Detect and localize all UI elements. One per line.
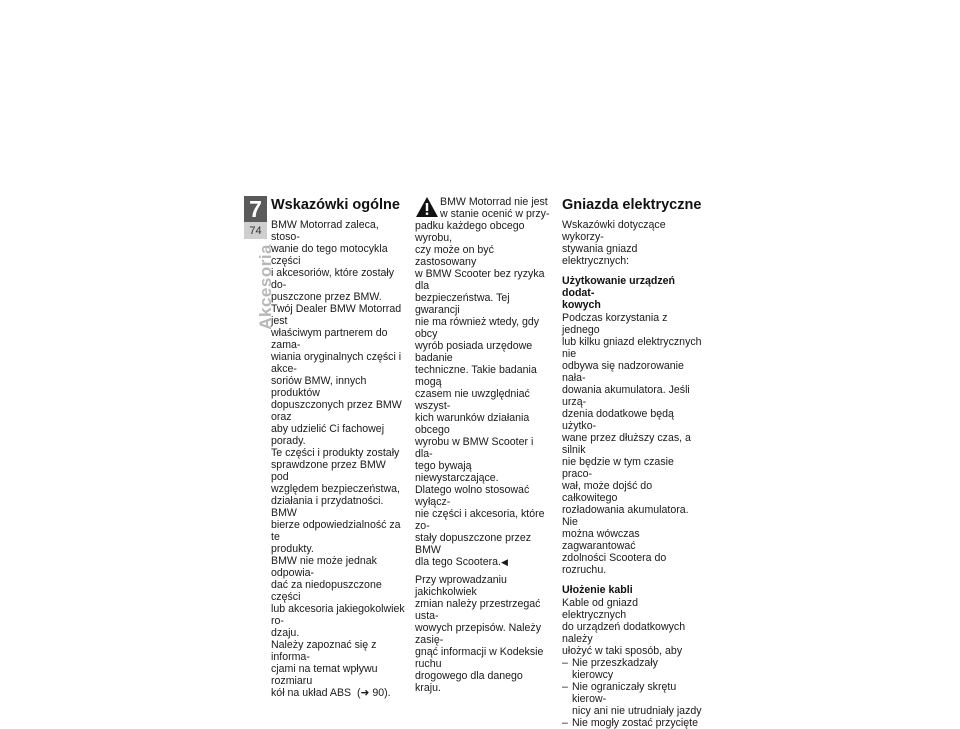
subheading-additional-devices [562,275,702,311]
text-line: puszczone przez BMW. [271,291,382,303]
text-line: Podczas korzystania z jednego [562,312,668,336]
list-item [562,657,702,681]
text-line: dać za niedopuszczone części [271,579,382,603]
text-line: kół na układ ABS [271,687,352,699]
text-line: względem bezpieczeństwa, [271,483,400,495]
text-line: wowych przepisów. Należy zasię- [415,622,541,646]
text-line: Nie przeszkadzały kierowcy [572,657,658,681]
text-line: można wówczas zagwarantować [562,528,640,552]
text-line: lub kilku gniazd elektrycznych nie [562,336,702,360]
text-line: wyrobu w BMW Scooter i dla- [415,436,534,460]
text-line: wał, może dojść do całkowitego [562,480,653,504]
text-line: Nie ograniczały skrętu kierow- [572,681,677,705]
text-line: zdolności Scootera do rozruchu. [562,552,667,576]
column-warning [415,196,550,694]
general-tips-text [271,219,406,699]
page-number: 74 [244,222,267,239]
text-line: techniczne. Takie badania mogą [415,364,537,388]
text-line: rozładowania akumulatora. Nie [562,504,689,528]
text-line: czasem nie uwzględniać wszyst- [415,388,530,412]
text-line: Nie mogły zostać przycięte [572,717,698,729]
text-line: lub akcesoria jakiegokolwiek ro- [271,603,405,627]
text-line: BMW nie może jednak odpowia- [271,555,377,579]
text-line: sprawdzone przez BMW pod [271,459,386,483]
text-line: gnąć informacji w Kodeksie ruchu [415,646,544,670]
text-line: nie ma również wtedy, gdy obcy [415,316,540,340]
additional-devices-text [562,312,702,576]
text-line: cjami na temat wpływu rozmiaru [271,663,378,687]
text-line: stywania gniazd elektrycznych: [562,243,638,267]
cable-routing-text [562,597,702,657]
text-line: Te części i produkty zostały [271,447,400,459]
warning-text [415,220,550,568]
text-line: i akcesoriów, które zostały do- [271,267,395,291]
regulations-paragraph [415,574,550,694]
text-line: BMW Motorrad zaleca, stoso- [271,219,379,243]
text-line: dzaju. [271,627,300,639]
list-item [562,681,702,717]
text-line: nicy ani nie utrudniały jazdy [572,705,702,717]
text-line: dla tego Scootera. [415,556,501,568]
text-line: ułożyć w taki sposób, aby [562,645,683,657]
cable-routing-list [562,657,702,729]
text-line: nie będzie w tym czasie praco- [562,456,674,480]
text-line: soriów BMW, innych produktów [271,375,367,399]
text-line: Dlatego wolno stosować wyłącz- [415,484,530,508]
text-line: bezpieczeństwa. Tej gwarancji [415,292,510,316]
text-line: Twój Dealer BMW Motorrad jest [271,303,402,327]
text-line: produkty. [271,543,314,555]
text-line: dopuszczonych przez BMW oraz [271,399,402,423]
text-line: właściwym partnerem do zama- [271,327,388,351]
list-item [562,717,702,729]
text-line: tego bywają niewystarczające. [415,460,499,484]
text-line: w BMW Scooter bez ryzyka dla [415,268,545,292]
heading-power-sockets: Gniazda elektryczne [562,197,702,213]
text-line: padku każdego obcego wyrobu, [415,220,525,244]
text-line: Kable od gniazd elektrycznych [562,597,638,621]
page-reference-link[interactable]: (➜ 90). [357,687,391,699]
text-line: działania i przydatności. BMW [271,495,384,519]
end-of-warning-mark: ◀ [501,557,508,567]
text-line: wanie do tego motocykla części [271,243,388,267]
text-line: dzenia dodatkowe będą użytko- [562,408,674,432]
text-line: kowych [562,299,601,311]
chapter-number-tab: 7 [244,196,267,222]
text-line: wiania oryginalnych części i akce- [271,351,402,375]
text-line: stały dopuszczone przez BMW [415,532,532,556]
column-general-tips [271,196,406,699]
text-line: aby udzielić Ci fachowej porady. [271,423,385,447]
text-line: dowania akumulatora. Jeśli urzą- [562,384,690,408]
text-line: wane przez dłuższy czas, a silnik [562,432,691,456]
chapter-side-label: Akcesoria [256,244,275,330]
text-line: Użytkowanie urządzeń dodat- [562,275,676,299]
text-line: wyrób posiada urzędowe badanie [415,340,533,364]
warning-triangle-icon [415,196,439,218]
subheading-cable-routing: Ułożenie kabli [562,584,633,596]
power-sockets-intro [562,219,702,267]
text-line: drogowego dla danego kraju. [415,670,523,694]
text-line: zmian należy przestrzegać usta- [415,598,541,622]
warning-block [415,196,550,568]
text-line: Wskazówki dotyczące wykorzy- [562,219,666,243]
text-line: do urządzeń dodatkowych należy [562,621,686,645]
column-power-sockets [562,196,702,729]
text-line: w stanie ocenić w przy- [440,208,550,220]
text-line: Należy zapoznać się z informa- [271,639,377,663]
text-line: bierze odpowiedzialność za te [271,519,401,543]
text-line: kich warunków działania obcego [415,412,530,436]
text-line: Przy wprowadzaniu jakichkolwiek [415,574,507,598]
text-line: czy może on być zastosowany [415,244,494,268]
text-line: odbywa się nadzorowanie nała- [562,360,684,384]
heading-general-tips: Wskazówki ogólne [271,197,400,213]
text-line: BMW Motorrad nie jest [440,196,548,208]
text-line: nie części i akcesoria, które zo- [415,508,545,532]
